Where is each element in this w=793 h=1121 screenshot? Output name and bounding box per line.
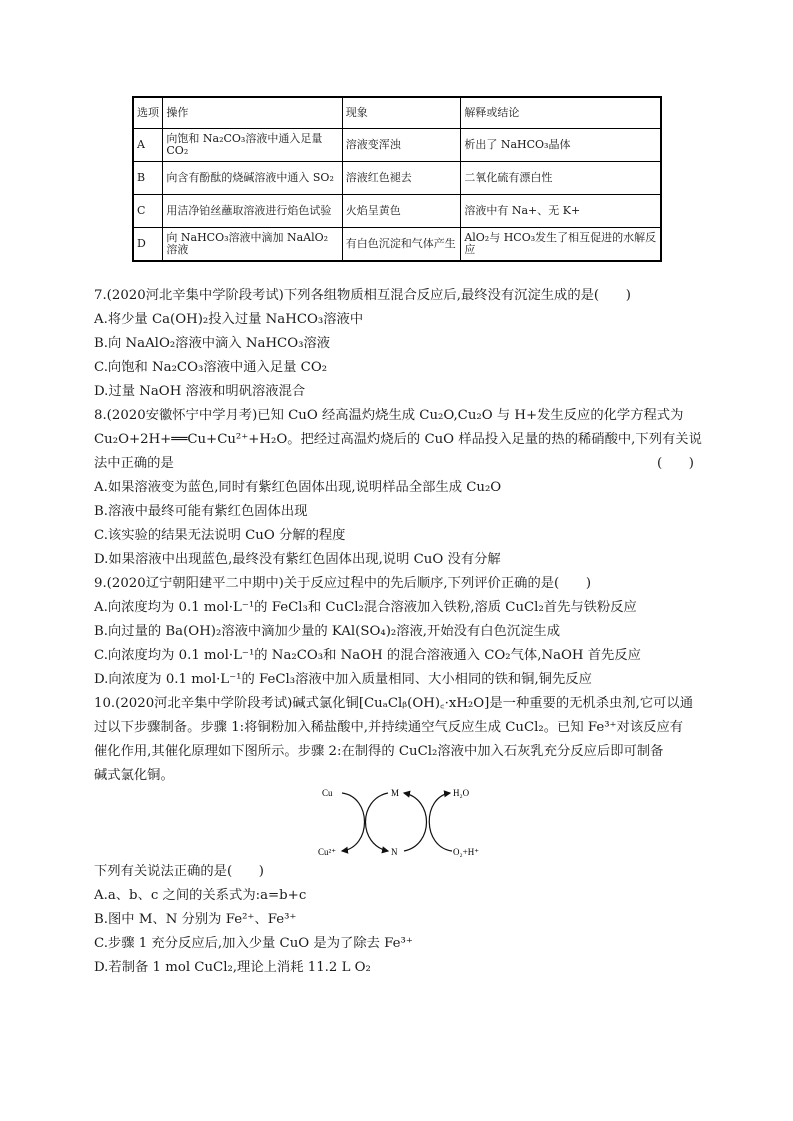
q8-stem-line3 — [94, 456, 694, 472]
table-cell: 向 NaHCO₃溶液中滴加 NaAlO₂溶液 — [163, 228, 342, 262]
table-cell: 用洁净铂丝蘸取溶液进行焰色试验 — [163, 195, 342, 228]
options-table — [132, 96, 662, 262]
m-to-n-arrow — [366, 793, 389, 851]
table-header-cell: 现象 — [342, 97, 461, 129]
q7-option-d: D.过量 NaOH 溶液和明矾溶液混合 — [94, 384, 306, 399]
q8-answer-blank: ( ) — [657, 456, 694, 471]
table-cell: 析出了 NaHCO₃晶体 — [461, 129, 661, 162]
table-cell: 有白色沉淀和气体产生 — [342, 228, 461, 262]
q10-option-a: A.a、b、c 之间的关系式为:a=b+c — [94, 888, 307, 903]
table-cell: D — [133, 228, 163, 262]
label-m: M — [391, 788, 400, 798]
q7-stem: 7.(2020河北辛集中学阶段考试)下列各组物质相互混合反应后,最终没有沉淀生成的是( ) — [94, 288, 631, 303]
o2-to-h2o-arrow — [429, 793, 452, 851]
q9-option-a: A.向浓度均为 0.1 mol·L⁻¹的 FeCl₃和 CuCl₂混合溶液加入铁粉,溶质 CuCl₂首先与铁粉反应 — [94, 600, 637, 615]
table-row — [133, 162, 661, 195]
table-header-cell: 选项 — [133, 97, 163, 129]
q8-option-b: B.溶液中最终可能有紫红色固体出现 — [94, 504, 308, 519]
table-cell: 溶液红色褪去 — [342, 162, 461, 195]
label-n: N — [391, 847, 398, 857]
table-header-row — [133, 97, 661, 129]
q8-stem-text: 法中正确的是 — [94, 456, 174, 471]
label-h2o: H₂O — [453, 788, 470, 798]
table-cell: 向含有酚酞的烧碱溶液中通入 SO₂ — [163, 162, 342, 195]
q10-option-d: D.若制备 1 mol CuCl₂,理论上消耗 11.2 L O₂ — [94, 960, 371, 975]
table-cell: 溶液中有 Na+、无 K+ — [461, 195, 661, 228]
table-cell: 火焰呈黄色 — [342, 195, 461, 228]
q10-stem-line4: 碱式氯化铜。 — [94, 768, 174, 783]
q9-stem: 9.(2020辽宁朝阳建平二中期中)关于反应过程中的先后顺序,下列评价正确的是( ) — [94, 576, 592, 591]
table-cell: AlO₂与 HCO₃发生了相互促进的水解反应 — [461, 228, 661, 262]
q8-stem-line2: Cu₂O+2H+══Cu+Cu²⁺+H₂O。把经过高温灼烧后的 CuO 样品投入足量的热的稀硝酸中,下列有关说 — [94, 432, 702, 447]
catalysis-cycle-diagram — [310, 785, 490, 860]
label-cu: Cu — [322, 788, 333, 798]
table-cell: C — [133, 195, 163, 228]
table-cell: A — [133, 129, 163, 162]
q9-option-d: D.向浓度为 0.1 mol·L⁻¹的 FeCl₃溶液中加入质量相同、大小相同的铁和铜,铜先反应 — [94, 672, 592, 687]
label-cu2: Cu²⁺ — [318, 847, 336, 857]
table-cell: 溶液变浑浊 — [342, 129, 461, 162]
q9-option-c: C.向浓度均为 0.1 mol·L⁻¹的 Na₂CO₃和 NaOH 的混合溶液通入 CO₂气体,NaOH 首先反应 — [94, 648, 641, 663]
q7-option-a: A.将少量 Ca(OH)₂投入过量 NaHCO₃溶液中 — [94, 312, 364, 327]
n-to-m-arrow — [404, 793, 427, 851]
cu-to-cu2-arrow — [342, 793, 365, 851]
q9-option-b: B.向过量的 Ba(OH)₂溶液中滴加少量的 KAl(SO₄)₂溶液,开始没有白色沉淀生成 — [94, 624, 561, 639]
table-cell: 二氧化硫有漂白性 — [461, 162, 661, 195]
q8-option-c: C.该实验的结果无法说明 CuO 分解的程度 — [94, 528, 346, 543]
table-cell: B — [133, 162, 163, 195]
q10-ask: 下列有关说法正确的是( ) — [94, 864, 264, 879]
q10-option-c: C.步骤 1 充分反应后,加入少量 CuO 是为了除去 Fe³⁺ — [94, 936, 413, 951]
table-header-cell: 操作 — [163, 97, 342, 129]
q10-stem-line3: 催化作用,其催化原理如下图所示。步骤 2:在制得的 CuCl₂溶液中加入石灰乳充分反应后即可制备 — [94, 744, 664, 759]
q10-stem-line2: 过以下步骤制备。步骤 1:将铜粉加入稀盐酸中,并持续通空气反应生成 CuCl₂。已知 Fe³⁺对该反应有 — [94, 720, 684, 735]
q8-option-a: A.如果溶液变为蓝色,同时有紫红色固体出现,说明样品全部生成 Cu₂O — [94, 480, 502, 495]
q10-stem-line1: 10.(2020河北辛集中学阶段考试)碱式氯化铜[CuₐClᵦ(OH)꜀·xH₂O]是一种重要的无机杀虫剂,它可以通 — [94, 696, 694, 711]
label-o2h: O₂+H⁺ — [453, 847, 479, 857]
table-row — [133, 228, 661, 262]
q7-option-c: C.向饱和 Na₂CO₃溶液中通入足量 CO₂ — [94, 360, 328, 375]
q7-option-b: B.向 NaAlO₂溶液中滴入 NaHCO₃溶液 — [94, 336, 331, 351]
table-cell: 向饱和 Na₂CO₃溶液中通入足量 CO₂ — [163, 129, 342, 162]
q10-option-b: B.图中 M、N 分别为 Fe²⁺、Fe³⁺ — [94, 912, 297, 927]
table-header-cell: 解释或结论 — [461, 97, 661, 129]
q8-option-d: D.如果溶液中出现蓝色,最终没有紫红色固体出现,说明 CuO 没有分解 — [94, 552, 501, 567]
table-row — [133, 195, 661, 228]
q8-stem-line1: 8.(2020安徽怀宁中学月考)已知 CuO 经高温灼烧生成 Cu₂O,Cu₂O 与 H+发生反应的化学方程式为 — [94, 408, 684, 423]
table-row — [133, 129, 661, 162]
